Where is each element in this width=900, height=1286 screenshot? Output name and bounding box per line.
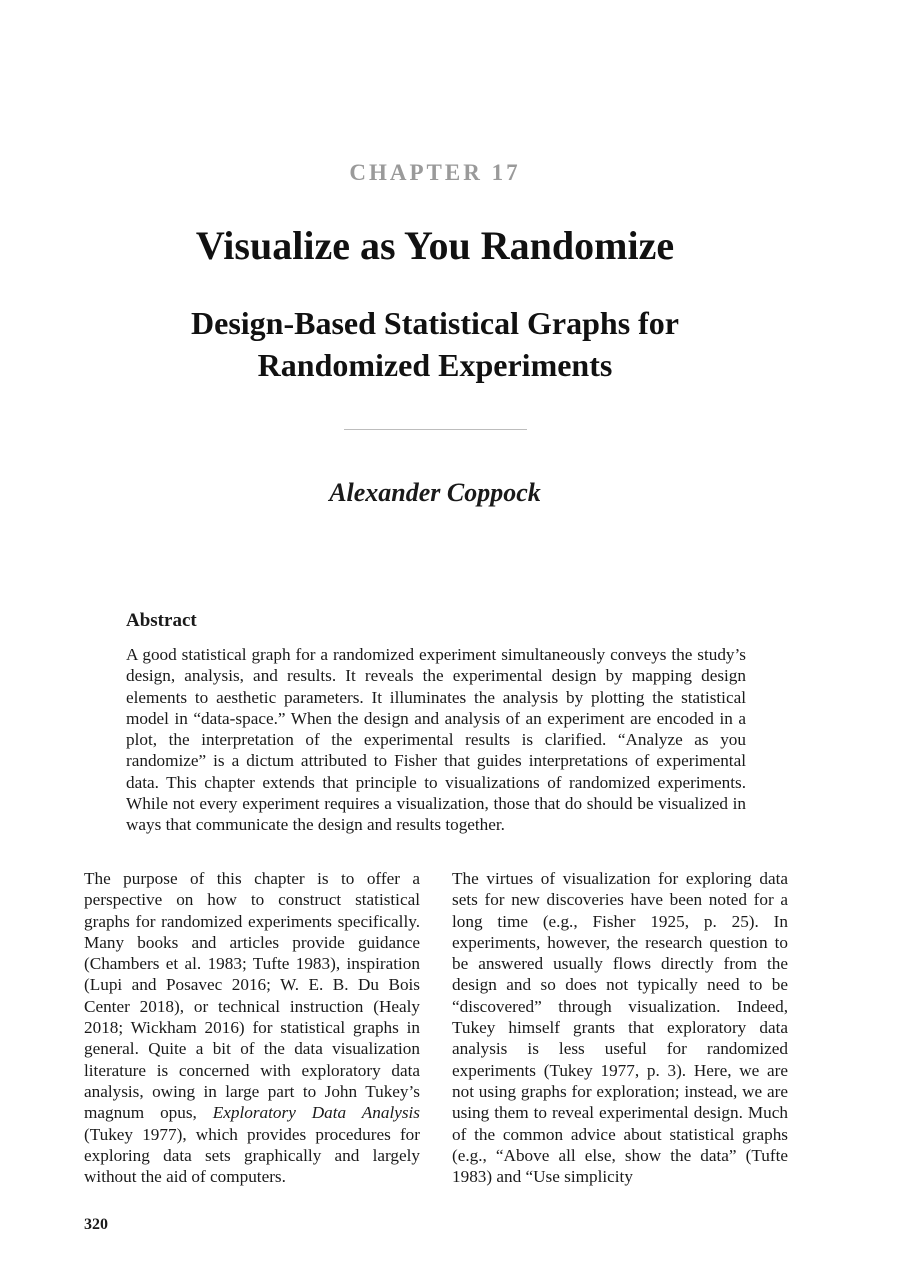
author-name: Alexander Coppock (329, 478, 541, 507)
title-divider (344, 429, 527, 430)
abstract-heading: Abstract (126, 610, 197, 631)
body-text: (Tukey 1977), which provides procedures for exploring data sets graphically and largely without the aid of computers. (84, 1124, 420, 1187)
page-number: 320 (84, 1216, 108, 1233)
chapter-title: Visualize as You Randomize (195, 223, 675, 268)
chapter-subtitle: Design-Based Statistical Graphs for Randomized Experiments (191, 305, 679, 383)
abstract-body: A good statistical graph for a randomized experiment simultaneously conveys the study’s design, analysis, and results. It reveals the experimental design by mapping design elements to aesthetic parameters. It illuminates the analysis by plotting the statistical model in “data-space.” When the design and analysis of an experiment are encoded in a plot, the interpretation of the experimental results is clarified. “Analyze as you randomize” is a dictum attributed to Fisher that guides interpretations of experimental data. This chapter extends that principle to visualizations of randomized experiments. While not every experiment requires a visualization, those that do should be visualized in ways that communicate the design and results together. (126, 645, 746, 835)
book-title-italic: Exploratory Data Analysis (212, 1103, 420, 1123)
body-column-left (84, 868, 420, 1187)
body-column-right: The virtues of visualization for exploring data sets for new discoveries have been noted for a long time (e.g., Fisher 1925, p. 25). In experiments, however, the research question to be answered usually flows directly from the design and so does not typically need to be “discovered” through visualization. Indeed, Tukey himself grants that exploratory data analysis is less useful for randomized experiments (Tukey 1977, p. 3). Here, we are not using graphs for exploration; instead, we are using them to reveal experimental design. Much of the common advice about statistical graphs (e.g., “Above all else, show the data” (Tufte 1983) and “Use simplicity (452, 869, 788, 1187)
chapter-label: CHAPTER 17 (349, 160, 521, 185)
body-text: The purpose of this chapter is to offer a perspective on how to construct statistical graphs for randomized experiments specifically. Many books and articles provide guidance (Chambers et al. 1983; Tufte 1983), inspiration (Lupi and Posavec 2016; W. E. B. Du Bois Center 2018), or technical instruction (Healy 2018; Wickham 2016) for statistical graphs in general. Quite a bit of the data visualization literature is concerned with exploratory data analysis, owing in large part to John Tukey’s magnum opus, (84, 869, 420, 1123)
